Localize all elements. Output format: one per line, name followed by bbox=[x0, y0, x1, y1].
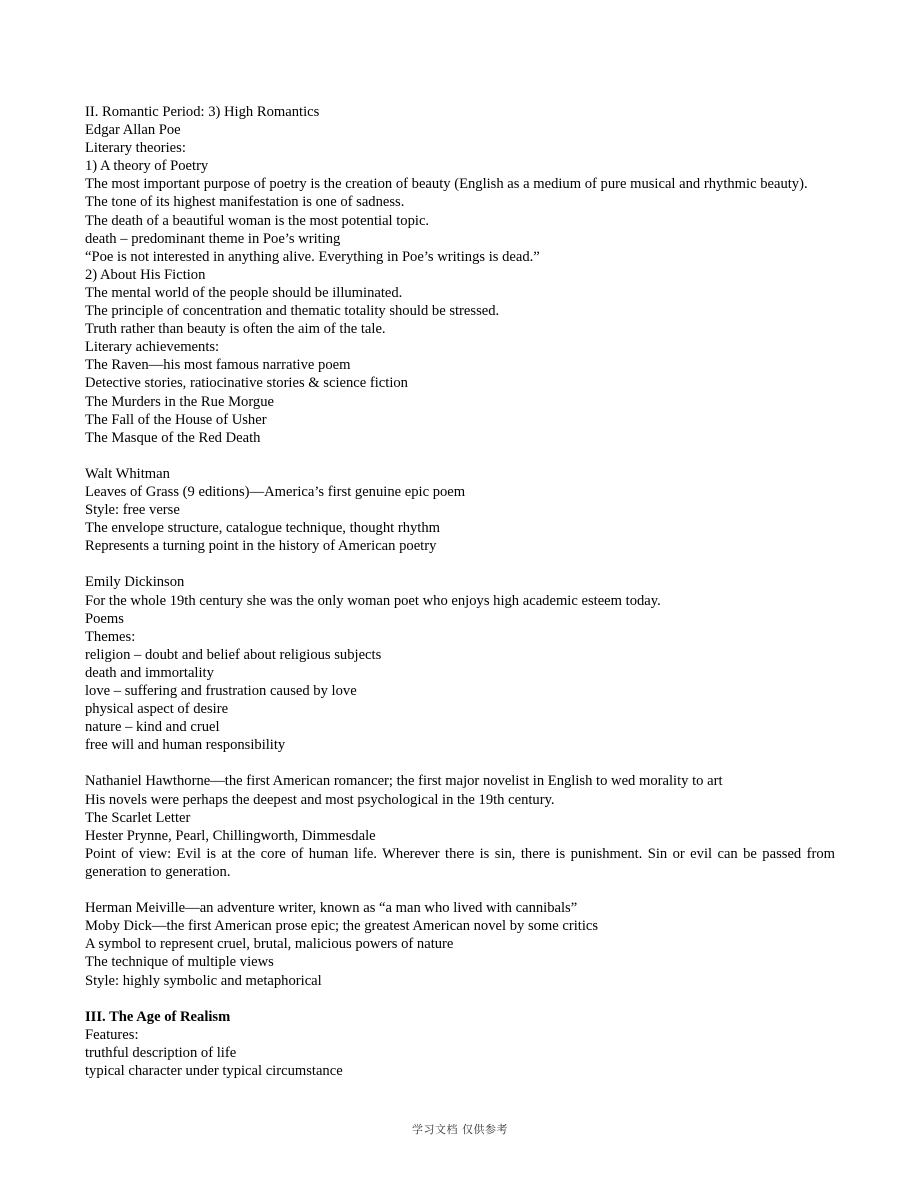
text-line: Leaves of Grass (9 editions)—America’s first genuine epic poem bbox=[85, 483, 466, 500]
text-line: For the whole 19th century she was the only woman poet who enjoys high academic esteem today. bbox=[85, 592, 661, 609]
author-heading: Herman Meiville—an adventure writer, known as “a man who lived with cannibals” bbox=[85, 900, 578, 917]
text-line: Literary achievements: bbox=[85, 339, 220, 356]
blank-line bbox=[85, 990, 835, 1008]
text-paragraph: Point of view: Evil is at the core of human life. Wherever there is sin, there is punishment. Sin or evil can be passed from generation to generation. bbox=[85, 845, 835, 880]
text-line: The mental world of the people should be illuminated. bbox=[85, 284, 403, 301]
author-heading: Nathaniel Hawthorne—the first American romancer; the first major novelist in English to wed morality to art bbox=[85, 773, 723, 790]
text-line: The Scarlet Letter bbox=[85, 809, 191, 826]
blank-line bbox=[85, 555, 835, 573]
text-line: Truth rather than beauty is often the aim of the tale. bbox=[85, 321, 386, 338]
text-line: physical aspect of desire bbox=[85, 701, 229, 718]
blank-line bbox=[85, 447, 835, 465]
text-line: death – predominant theme in Poe’s writing bbox=[85, 230, 341, 247]
text-line: religion – doubt and belief about religious subjects bbox=[85, 646, 382, 663]
text-line: Poems bbox=[85, 610, 124, 627]
text-line: The death of a beautiful woman is the most potential topic. bbox=[85, 212, 430, 229]
text-line: The envelope structure, catalogue technique, thought rhythm bbox=[85, 520, 440, 537]
author-heading: Emily Dickinson bbox=[85, 574, 185, 591]
text-line: nature – kind and cruel bbox=[85, 719, 220, 736]
author-heading: Walt Whitman bbox=[85, 465, 170, 482]
text-line: 2) About His Fiction bbox=[85, 266, 206, 283]
text-line: His novels were perhaps the deepest and most psychological in the 19th century. bbox=[85, 791, 555, 808]
text-line: The tone of its highest manifestation is one of sadness. bbox=[85, 194, 405, 211]
text-line: Represents a turning point in the history of American poetry bbox=[85, 538, 437, 555]
section-heading: III. The Age of Realism bbox=[85, 1008, 231, 1025]
text-line: Literary theories: bbox=[85, 140, 186, 157]
blank-line bbox=[85, 881, 835, 899]
author-heading: Edgar Allan Poe bbox=[85, 122, 181, 139]
text-line: The technique of multiple views bbox=[85, 954, 274, 971]
text-line: A symbol to represent cruel, brutal, malicious powers of nature bbox=[85, 936, 454, 953]
text-line: typical character under typical circumstance bbox=[85, 1062, 343, 1079]
text-line: love – suffering and frustration caused by love bbox=[85, 683, 357, 699]
text-line: Hester Prynne, Pearl, Chillingworth, Dimmesdale bbox=[85, 827, 376, 844]
text-line: The principle of concentration and thematic totality should be stressed. bbox=[85, 303, 500, 320]
text-line: The Masque of the Red Death bbox=[85, 429, 261, 446]
blank-line bbox=[85, 754, 835, 772]
page-footer: 学习文档 仅供参考 bbox=[412, 1123, 508, 1136]
text-line: Style: free verse bbox=[85, 502, 180, 519]
text-line: The Fall of the House of Usher bbox=[85, 411, 267, 428]
text-paragraph: The most important purpose of poetry is the creation of beauty (English as a medium of pure musical and rhythmic beauty). bbox=[85, 176, 808, 193]
text-line: Themes: bbox=[85, 628, 136, 645]
text-line: Features: bbox=[85, 1026, 139, 1043]
text-line: 1) A theory of Poetry bbox=[85, 158, 209, 175]
text-line: free will and human responsibility bbox=[85, 737, 286, 754]
text-line: The Murders in the Rue Morgue bbox=[85, 393, 275, 410]
section-heading: II. Romantic Period: 3) High Romantics bbox=[85, 104, 320, 120]
text-line: death and immortality bbox=[85, 664, 214, 681]
document-body bbox=[85, 103, 835, 1080]
text-line: truthful description of life bbox=[85, 1044, 237, 1061]
text-line: Moby Dick—the first American prose epic; the greatest American novel by some critics bbox=[85, 918, 599, 935]
text-line: Style: highly symbolic and metaphorical bbox=[85, 972, 322, 989]
text-line: Detective stories, ratiocinative stories & science fiction bbox=[85, 375, 408, 392]
text-line: The Raven—his most famous narrative poem bbox=[85, 357, 351, 374]
quote-line: “Poe is not interested in anything alive. Everything in Poe’s writings is dead.” bbox=[85, 248, 540, 265]
